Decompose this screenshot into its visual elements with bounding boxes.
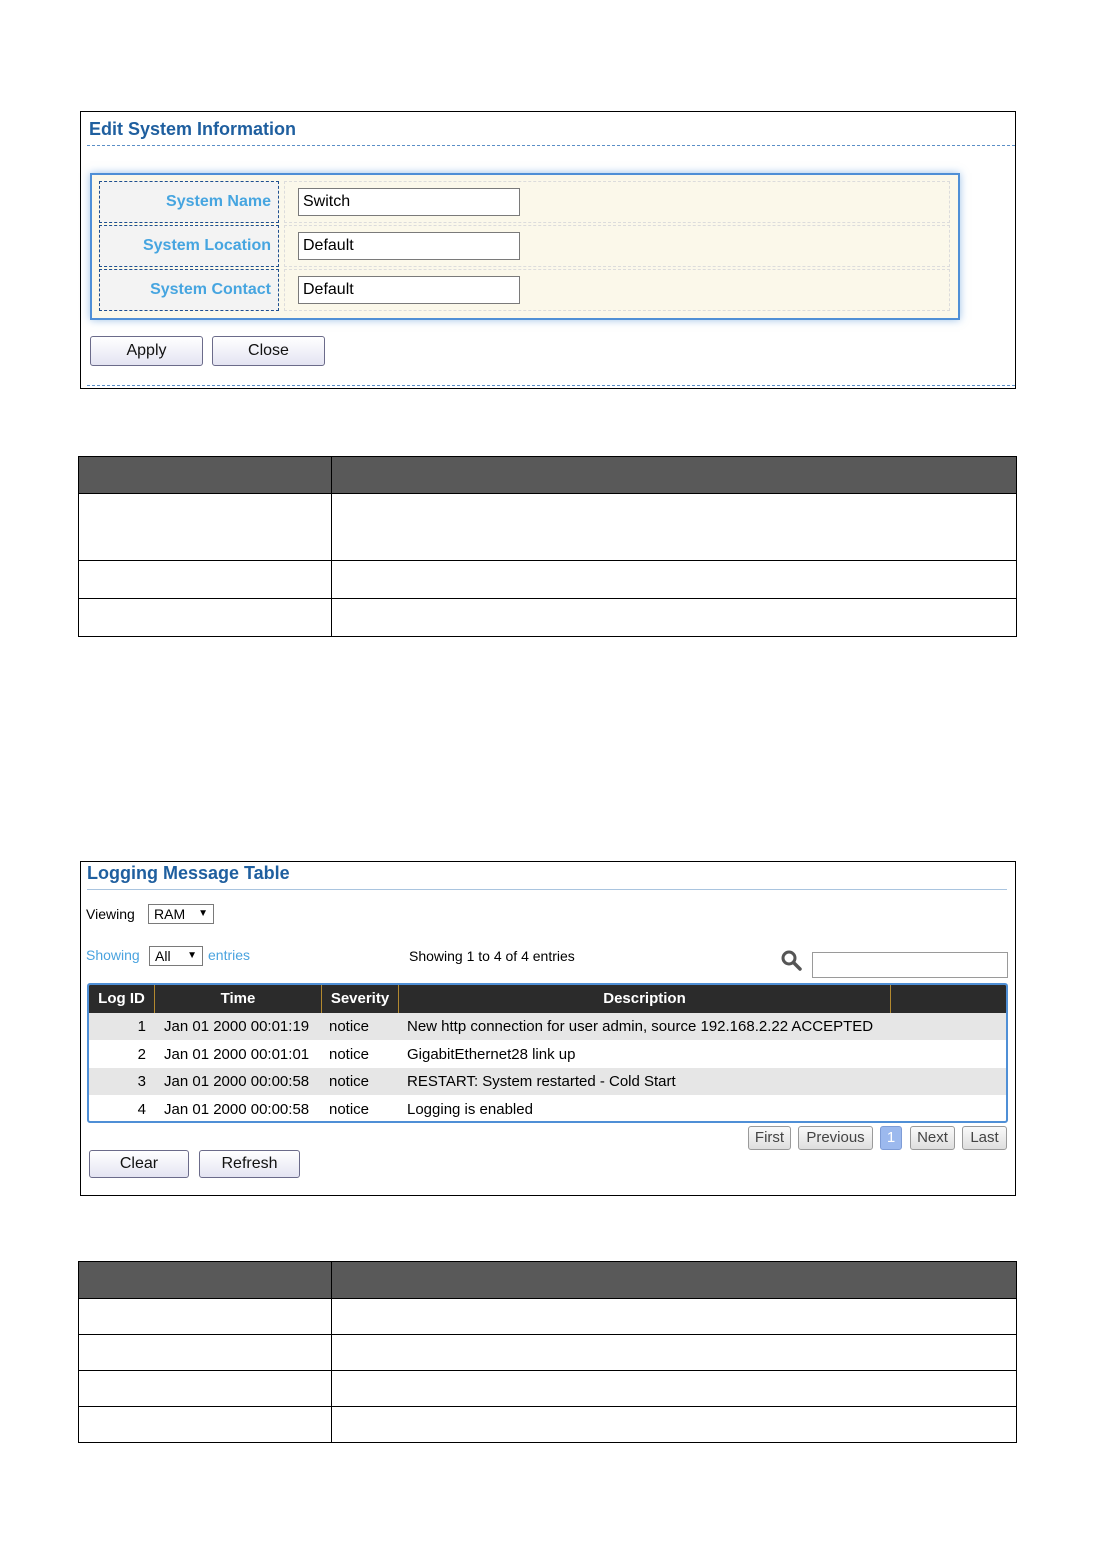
table-header-row: [79, 457, 1017, 494]
description-cell: GigabitEthernet28 link up: [407, 1046, 576, 1063]
title-divider: [87, 889, 1007, 890]
system-contact-row: [92, 269, 958, 313]
table-row: [79, 599, 1017, 637]
system-name-input[interactable]: [298, 188, 520, 216]
entries-label: entries: [208, 947, 251, 963]
column-header-extra: [891, 985, 1008, 1013]
viewing-select-value: RAM: [154, 906, 186, 922]
viewing-label: Viewing: [86, 906, 135, 922]
time-cell: Jan 01 2000 00:00:58: [164, 1073, 310, 1090]
entries-select-value: All: [155, 948, 171, 964]
close-button[interactable]: Close: [212, 336, 325, 366]
refresh-button[interactable]: Refresh: [199, 1150, 300, 1178]
log-id-cell: 1: [137, 1018, 146, 1035]
viewing-select[interactable]: [148, 904, 214, 924]
system-info-description-table: [78, 456, 1017, 637]
column-header-description[interactable]: Description: [399, 985, 891, 1013]
dropdown-arrow-icon: ▼: [187, 950, 197, 961]
system-location-label: System Location: [99, 225, 279, 267]
table-row: [79, 1335, 1017, 1371]
system-location-row: [92, 225, 958, 269]
table-row: [79, 494, 1017, 561]
table-row: [79, 561, 1017, 599]
entries-summary: Showing 1 to 4 of 4 entries: [409, 948, 575, 964]
log-id-cell: 2: [137, 1046, 146, 1063]
edit-system-information-panel: [80, 111, 1016, 389]
table-row[interactable]: [89, 1096, 1006, 1123]
page-1-button[interactable]: 1: [880, 1126, 902, 1150]
time-cell: Jan 01 2000 00:00:58: [164, 1101, 310, 1118]
log-id-cell: 3: [137, 1073, 146, 1090]
search-input[interactable]: [812, 952, 1008, 978]
table-row: [79, 1299, 1017, 1335]
table-row[interactable]: [89, 1013, 1006, 1041]
severity-cell: notice: [329, 1101, 370, 1118]
logging-message-table-panel: [80, 861, 1016, 1196]
bottom-divider: [87, 385, 1015, 386]
system-name-label: System Name: [99, 181, 279, 223]
system-location-input[interactable]: [298, 232, 520, 260]
table-row[interactable]: [89, 1041, 1006, 1069]
showing-label: Showing: [86, 947, 140, 963]
severity-cell: notice: [329, 1073, 370, 1090]
log-table: [87, 983, 1008, 1123]
severity-cell: notice: [329, 1018, 370, 1035]
dropdown-arrow-icon: ▼: [198, 908, 208, 919]
description-cell: New http connection for user admin, source 192.168.2.22 ACCEPTED: [407, 1018, 874, 1035]
table-header-row: [79, 1262, 1017, 1299]
entries-per-page-select[interactable]: [149, 946, 203, 966]
time-cell: Jan 01 2000 00:01:01: [164, 1046, 310, 1063]
system-contact-input[interactable]: [298, 276, 520, 304]
last-page-button[interactable]: Last: [962, 1126, 1007, 1150]
first-page-button[interactable]: First: [748, 1126, 791, 1150]
description-cell: RESTART: System restarted - Cold Start: [407, 1073, 676, 1090]
clear-button[interactable]: Clear: [89, 1150, 189, 1178]
table-row: [79, 1371, 1017, 1407]
table-row[interactable]: [89, 1068, 1006, 1096]
panel-title: Edit System Information: [89, 119, 297, 139]
table-row: [79, 1407, 1017, 1443]
log-id-cell: 4: [137, 1101, 146, 1118]
next-page-button[interactable]: Next: [910, 1126, 955, 1150]
column-header-log-id[interactable]: Log ID: [89, 985, 155, 1013]
log-table-header: [89, 985, 1006, 1013]
previous-page-button[interactable]: Previous: [798, 1126, 873, 1150]
system-contact-label: System Contact: [99, 269, 279, 311]
apply-button[interactable]: Apply: [90, 336, 203, 366]
time-cell: Jan 01 2000 00:01:19: [164, 1018, 310, 1035]
severity-cell: notice: [329, 1046, 370, 1063]
system-info-form: [90, 173, 960, 320]
column-header-time[interactable]: Time: [155, 985, 322, 1013]
system-name-row: [92, 181, 958, 225]
search-icon: [781, 950, 803, 972]
column-header-severity[interactable]: Severity: [322, 985, 399, 1013]
logging-description-table: [78, 1261, 1017, 1443]
title-divider: [87, 145, 1015, 146]
description-cell: Logging is enabled: [407, 1101, 533, 1118]
panel-title: Logging Message Table: [87, 863, 290, 883]
